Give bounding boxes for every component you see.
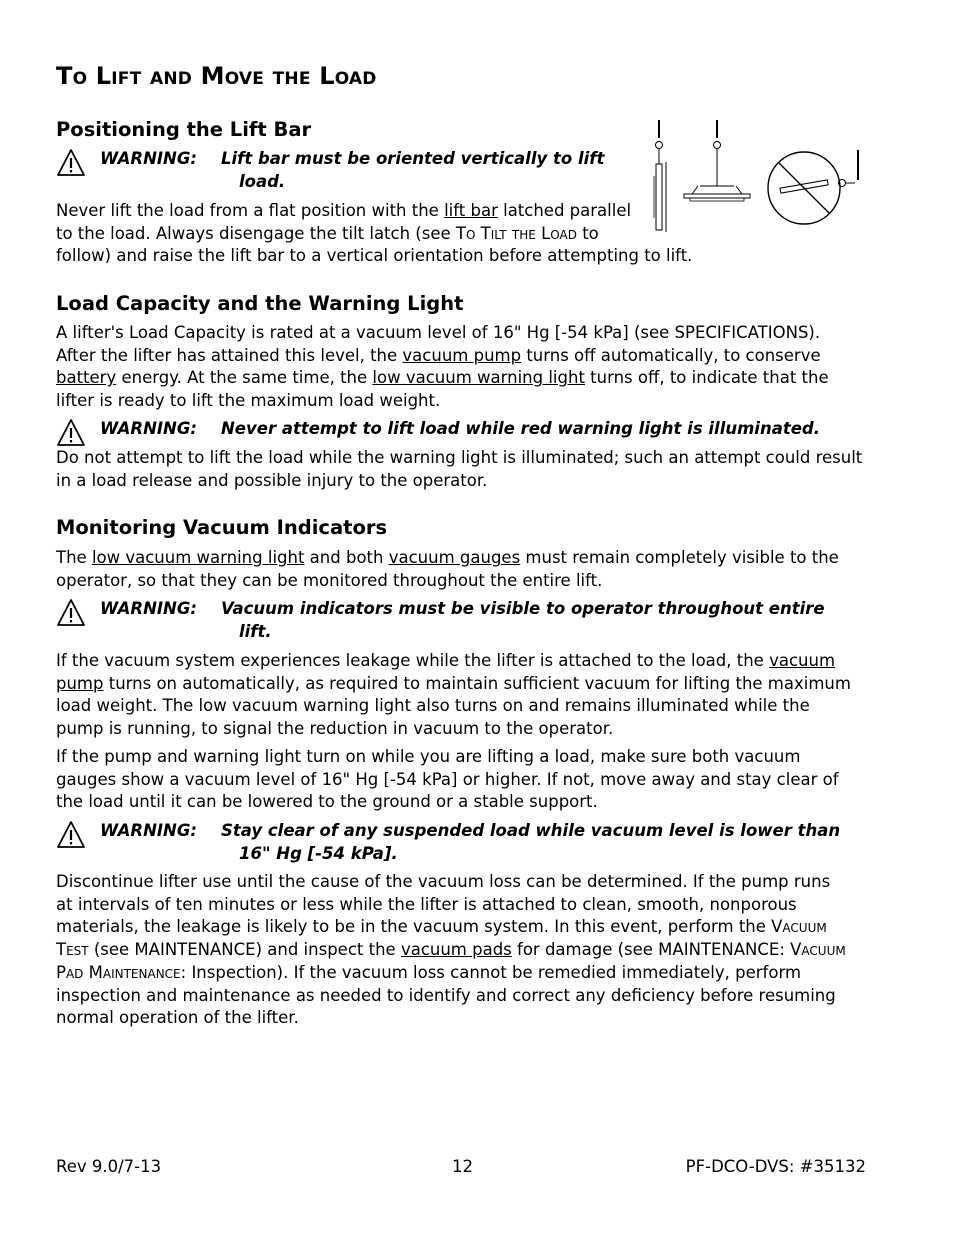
heading-capacity: Load Capacity and the Warning Light [56, 292, 464, 315]
footer-page-number: 12 [452, 1157, 473, 1176]
warning-label: WARNING: [100, 149, 197, 168]
paragraph-capacity-2: Do not attempt to lift the load while the warning light is illuminated; such an attempt could result in a load release and possible injury to the operator. [56, 448, 863, 490]
warning-text: Lift bar must be oriented vertically to lift load. [221, 149, 605, 191]
warning-label: WARNING: [100, 599, 197, 618]
link-vacuum-pump: pump [56, 673, 104, 693]
link-low-vacuum-warning-light: low vacuum warning light [91, 548, 305, 567]
warning-text: Never attempt to lift load while red warning light is illuminated. [221, 419, 820, 438]
link-low-vacuum-warning-light: low vacuum warning light [372, 368, 585, 388]
paragraph-monitoring-4: Discontinue lifter use until the cause of the vacuum loss can be determined. If the pump runs at intervals of ten minutes or less while the lifter is attached to clean, smooth, nonporous materials, the leakage is likely to be in the vacuum system. In this event, perform the Vacuum Test (see MAINTENANCE) and inspect the vacuum pads for damage (see MAINTENANCE: Vacuum Pad Maintenance: Inspection). If the vacuum loss cannot be remedied immediately, perform inspection and maintenance as needed to identify and correct any deficiency before resuming normal operation of the lifter. [56, 872, 846, 1028]
heading-monitoring: Monitoring Vacuum Indicators [56, 516, 388, 539]
paragraph-positioning: Never lift the load from a flat position with the lift bar latched parallel to the load. Always disengage the tilt latch (see To Tilt the Load to follow) and raise the lift bar to a vertical orientation before attempting to lift. [56, 201, 693, 266]
warning-triangle-icon [56, 148, 86, 178]
warning-text: Vacuum indicators must be visible to operator throughout entire lift. [221, 599, 825, 641]
warning-triangle-icon [56, 418, 86, 448]
warning-label: WARNING: [100, 419, 197, 438]
footer-revision: Rev 9.0/7-13 [56, 1157, 162, 1176]
page-title: To Lift and Move the Load [56, 62, 377, 90]
link-vacuum-pump: vacuum pump [402, 345, 522, 365]
heading-positioning: Positioning the Lift Bar [56, 118, 312, 141]
warning-triangle-icon [56, 820, 86, 850]
paragraph-monitoring-1: The low vacuum warning light and both vacuum gauges must remain completely visible to the operator, so that they can be monitored throughout the entire lift. [56, 548, 839, 590]
link-vacuum-pads: vacuum pads [400, 940, 512, 960]
paragraph-monitoring-3: If the pump and warning light turn on while you are lifting a load, make sure both vacuum gauges show a vacuum level of 16" Hg [-54 kPa] or higher. If not, move away and stay clear of the load until it can be lowered to the ground or a stable support. [56, 747, 839, 812]
warning-triangle-icon [56, 598, 86, 628]
link-battery: battery [56, 368, 117, 388]
paragraph-monitoring-2: If the vacuum system experiences leakage while the lifter is attached to the load, the vacuum pump turns on automatically, as required to maintain sufficient vacuum for lifting the maximum load weight. The low vacuum warning light also turns on and remains illuminated while the pump is running, to signal the reduction in vacuum to the operator. [56, 651, 851, 739]
link-vacuum-pump: vacuum [769, 651, 836, 670]
warning-text: Stay clear of any suspended load while vacuum level is lower than 16" Hg [-54 kPa]. [221, 821, 841, 863]
paragraph-capacity: A lifter's Load Capacity is rated at a vacuum level of 16" Hg [-54 kPa] (see SPECIFICATIONS). After the lifter has attained this level, the vacuum pump turns off automatically, to conserve battery energy. At the same time, the low vacuum warning light turns off, to indicate that the lifter is ready to lift the maximum load weight. [56, 323, 829, 411]
lift-bar-orientation-diagram [652, 116, 866, 238]
link-lift-bar: lift bar [444, 201, 498, 220]
link-vacuum-gauges: vacuum gauges [388, 548, 521, 567]
footer-doc-id: PF-DCO-DVS: #35132 [685, 1157, 866, 1176]
warning-label: WARNING: [100, 821, 197, 840]
